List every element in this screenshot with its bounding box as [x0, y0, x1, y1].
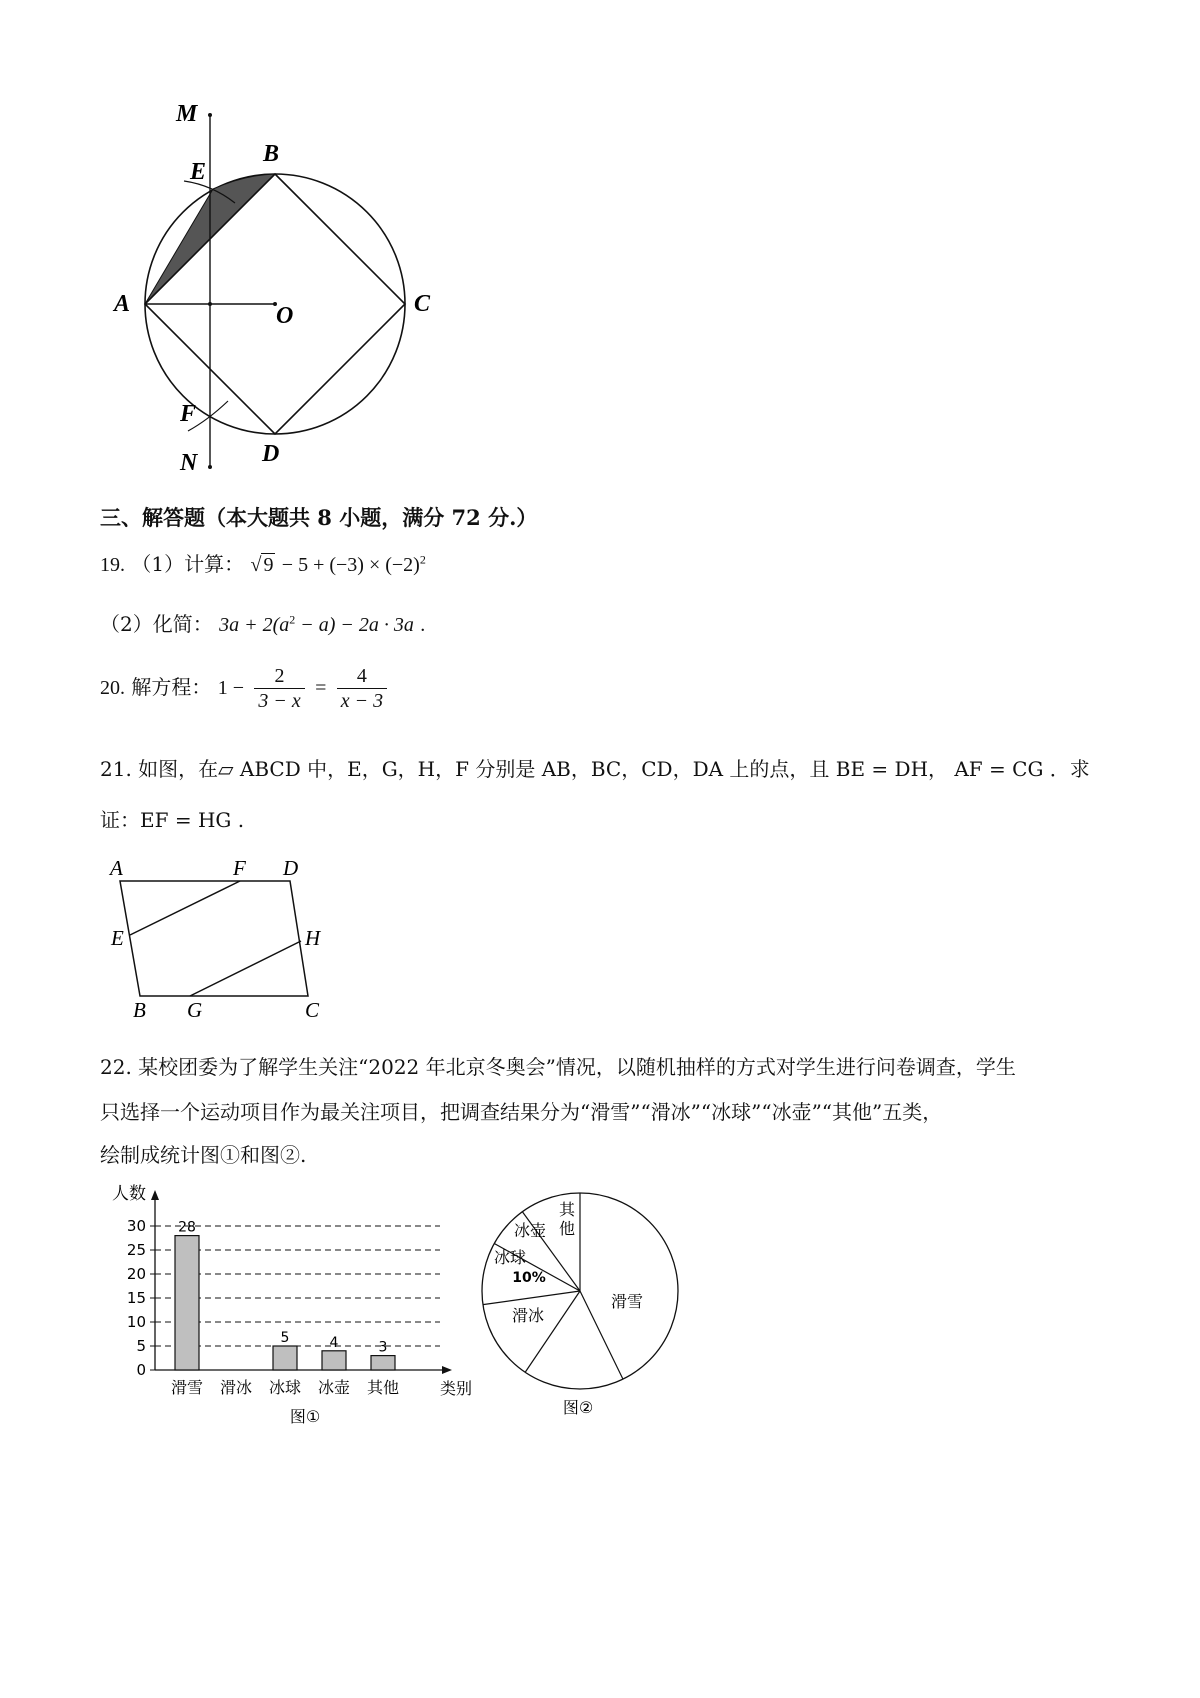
pie-chart: [470, 1185, 720, 1425]
bar-value-label-0: 28: [178, 1219, 196, 1236]
label-g: G: [187, 998, 203, 1022]
pie-percent-label: 10%: [512, 1270, 546, 1286]
q21-line2: 证：EF = HG .: [100, 808, 245, 832]
bar-4: [371, 1356, 395, 1370]
q19-part2: [100, 612, 425, 637]
category-label-2: 冰球: [268, 1378, 302, 1397]
q22-line2: 只选择一个运动项目作为最关注项目，把调查结果分为“滑雪”“滑冰”“冰球”“冰壶”“其他”五类，: [100, 1100, 943, 1124]
q22-line1: 22. 某校团委为了解学生关注“2022 年北京冬奥会”情况，以随机抽样的方式对学生进行问卷调查，学生: [100, 1055, 1016, 1079]
label-e: E: [190, 159, 207, 185]
q19-part2-exp: 2: [289, 612, 296, 627]
q20-frac2-den: x − 3: [340, 690, 384, 712]
y-tick-label-6: 30: [126, 1217, 146, 1235]
q20-frac1: [254, 664, 304, 713]
y-tick-label-0: 0: [136, 1361, 146, 1379]
q19-part1: 19. （1）计算： √ $9 - 5 + (-3) \times (-2)^2$: [100, 552, 426, 576]
bar-chart-bars: [175, 1236, 395, 1370]
q19-part2-label: （2）化简：: [100, 612, 213, 636]
label-c: C: [305, 998, 320, 1022]
bar-value-label-4: 3: [378, 1339, 388, 1356]
y-tick-label-5: 25: [126, 1241, 146, 1259]
label-a: A: [110, 856, 123, 880]
q19-part2-b: − a) − 2a · 3a: [295, 614, 414, 636]
label-c: C: [414, 291, 431, 317]
bar-value-label-3: 4: [329, 1334, 339, 1351]
y-tick-label-2: 10: [126, 1313, 146, 1331]
q20-frac2: [337, 664, 387, 713]
pie-chart-caption: 图②: [562, 1398, 594, 1417]
label-b: B: [263, 141, 280, 167]
label-d: D: [283, 856, 299, 880]
bar-chart-labels: [112, 1184, 472, 1426]
q19-part1-exp: 2: [419, 552, 426, 567]
q20-frac1-den: 3 − x: [258, 690, 301, 712]
q21-line1: 21. 如图，在▱ ABCD 中，E，G，H，F 分别是 AB，BC，CD，DA 上的点，且 BE = DH， AF = CG ．求: [100, 757, 1090, 781]
q19-part1-label: （1）计算：: [131, 552, 245, 576]
segment-hg: [190, 941, 301, 996]
q19-sqrt-arg: 9: [263, 554, 274, 576]
label-f: F: [180, 401, 197, 427]
q20-frac2-num: 4: [337, 664, 387, 689]
label-m: M: [176, 101, 198, 127]
y-axis-arrow: [151, 1190, 159, 1200]
y-tick-label-3: 15: [126, 1289, 146, 1307]
bar-value-label-2: 5: [280, 1330, 290, 1346]
q20-one: 1 −: [217, 677, 244, 699]
y-tick-label-1: 5: [136, 1337, 146, 1355]
section-title: 三、解答题（本大题共 8 小题，满分 72 分.）: [100, 505, 538, 530]
q20-number: 20.: [100, 677, 125, 699]
bar-3: [322, 1351, 346, 1370]
label-o: O: [276, 303, 294, 329]
label-h: H: [305, 926, 321, 950]
bar-0: [175, 1236, 199, 1370]
label-b: B: [133, 998, 146, 1022]
bar-2: [273, 1346, 297, 1370]
q20-frac1-num: 2: [254, 664, 304, 689]
pie-label-3: 滑冰: [511, 1306, 545, 1325]
bar-chart-caption: 图①: [289, 1407, 321, 1426]
q19-number: 19.: [100, 554, 125, 576]
q20-eq: =: [315, 677, 327, 699]
q22-line3: 绘制成统计图①和图②.: [100, 1143, 307, 1167]
pie-boundary-4: [525, 1291, 580, 1372]
circle-square-figure: [110, 95, 470, 495]
y-axis-title: 人数: [112, 1184, 146, 1204]
q19-part2-a: 3a + 2(a: [219, 614, 290, 636]
q19-part2-end: .: [420, 614, 426, 636]
q20: [100, 664, 391, 713]
label-d: D: [262, 441, 280, 467]
pie-label-1: 冰壶: [513, 1221, 547, 1240]
bar-chart: [100, 1180, 490, 1440]
pie-label-0-0: 其: [558, 1200, 576, 1219]
parallelogram-figure: [105, 855, 345, 1030]
category-label-4: 其他: [366, 1378, 400, 1397]
q20-label: 解方程：: [131, 675, 212, 699]
label-e: E: [111, 926, 124, 950]
parallelogram-abcd: [120, 881, 308, 996]
y-tick-label-4: 20: [126, 1265, 146, 1283]
pie-label-0-1: 他: [558, 1219, 576, 1238]
pie-label-4: 滑雪: [610, 1292, 644, 1311]
pie-boundary-3: [483, 1291, 580, 1305]
q19-part1-expr: − 5 + (−3) × (−2): [281, 554, 420, 576]
label-n: N: [180, 450, 198, 476]
label-f: F: [233, 856, 246, 880]
category-label-3: 冰壶: [317, 1378, 351, 1397]
x-axis-arrow: [442, 1366, 452, 1374]
x-axis-title: 类别: [440, 1379, 473, 1398]
category-label-1: 滑冰: [219, 1378, 253, 1397]
segment-ef: [130, 881, 240, 935]
pie-label-2: 冰球: [493, 1248, 527, 1267]
pie-chart-slices: [482, 1193, 678, 1389]
label-a: A: [114, 291, 131, 317]
category-label-0: 滑雪: [170, 1378, 204, 1397]
